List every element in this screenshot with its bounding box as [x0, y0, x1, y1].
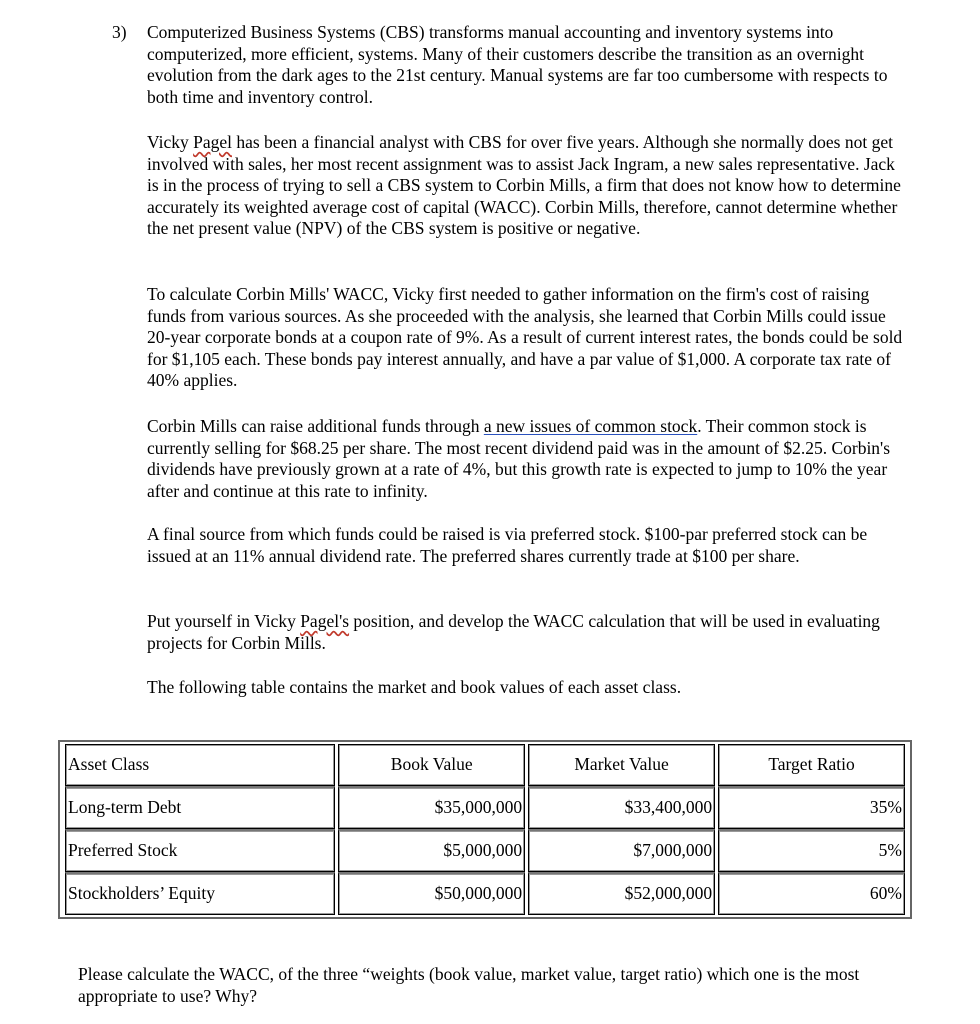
table-intro: The following table contains the market and book values of each asset class. [147, 677, 682, 697]
cell-market-value: $7,000,000 [528, 829, 715, 872]
preferred-stock-paragraph: A final source from which funds could be raised is via preferred stock. $100-par preferred stock can be issued at an 11% annual dividend rate. The preferred shares currently trade at $100 per share. [147, 524, 868, 566]
common-stock-text-before: Corbin Mills can raise additional funds through [147, 416, 484, 436]
spellcheck-name: Pagel [193, 132, 232, 152]
analyst-text-after: has been a financial analyst with CBS for over five years. Although she normally does not get involved with sales, her most recent assignment was to assist Jack Ingram, a new sales representative. Jack is in the process of trying to sell a CBS system to Corbin Mills, a firm that does not know how to determine accurately its weighted average cost of capital (WACC). Corbin Mills, therefore, cannot determine whether the net present value (NPV) of the CBS system is positive or negative. [147, 132, 901, 238]
table-header-row [65, 744, 905, 786]
cell-book-value: $50,000,000 [338, 872, 525, 915]
header-asset-class: Asset Class [65, 744, 335, 786]
cell-asset-class: Long-term Debt [65, 786, 335, 829]
bonds-paragraph: To calculate Corbin Mills' WACC, Vicky first needed to gather information on the firm's cost of raising funds from various sources. As she proceeded with the analysis, she learned that Corbin Mills could issue 20-year corporate bonds at a coupon rate of 9%. As a result of current interest rates, the bonds could be sold for $1,105 each. These bonds pay interest annually, and have a par value of $1,000. A corporate tax rate of 40% applies. [147, 284, 903, 390]
analyst-paragraph [147, 132, 907, 240]
intro-paragraph: Computerized Business Systems (CBS) transforms manual accounting and inventory systems into computerized, more efficient, systems. Many of their customers describe the transition as an overnight evolution from the dark ages to the 21st century. Manual systems are far too cumbersome with respects to both time and inventory control. [147, 22, 888, 107]
question-text: Please calculate the WACC, of the three “weights (book value, market value, target ratio) which one is the most appropriate to use? Why? [78, 964, 860, 1006]
cell-asset-class: Stockholders’ Equity [65, 872, 335, 915]
task-text-after: position, and develop the WACC calculation that will be used in evaluating projects for Corbin Mills. [147, 611, 880, 653]
task-paragraph [147, 611, 907, 654]
cell-target-ratio: 60% [718, 872, 905, 915]
header-target-ratio: Target Ratio [718, 744, 905, 786]
task-text-before: Put yourself in Vicky [147, 611, 301, 631]
table-row [65, 872, 905, 915]
cell-market-value: $52,000,000 [528, 872, 715, 915]
cell-book-value: $35,000,000 [338, 786, 525, 829]
header-book-value: Book Value [338, 744, 525, 786]
table-row [65, 786, 905, 829]
problem-number: 3) [112, 22, 127, 42]
common-stock-text-after: . Their common stock is currently selling for $68.25 per share. The most recent dividend paid was in the amount of $2.25. Corbin's dividends have previously grown at a rate of 4%, but this growth rate is expected to jump to 10% the year after and continue at this rate to infinity. [147, 416, 891, 501]
asset-class-table [58, 740, 912, 919]
cell-target-ratio: 35% [718, 786, 905, 829]
cell-target-ratio: 5% [718, 829, 905, 872]
cell-book-value: $5,000,000 [338, 829, 525, 872]
header-market-value: Market Value [528, 744, 715, 786]
table-row [65, 829, 905, 872]
underlined-phrase: a new issues of common stock [483, 416, 698, 436]
cell-asset-class: Preferred Stock [65, 829, 335, 872]
cell-market-value: $33,400,000 [528, 786, 715, 829]
analyst-text-before: Vicky [147, 132, 194, 152]
spellcheck-name-possessive: Pagel's [300, 611, 350, 631]
common-stock-paragraph [147, 416, 907, 502]
